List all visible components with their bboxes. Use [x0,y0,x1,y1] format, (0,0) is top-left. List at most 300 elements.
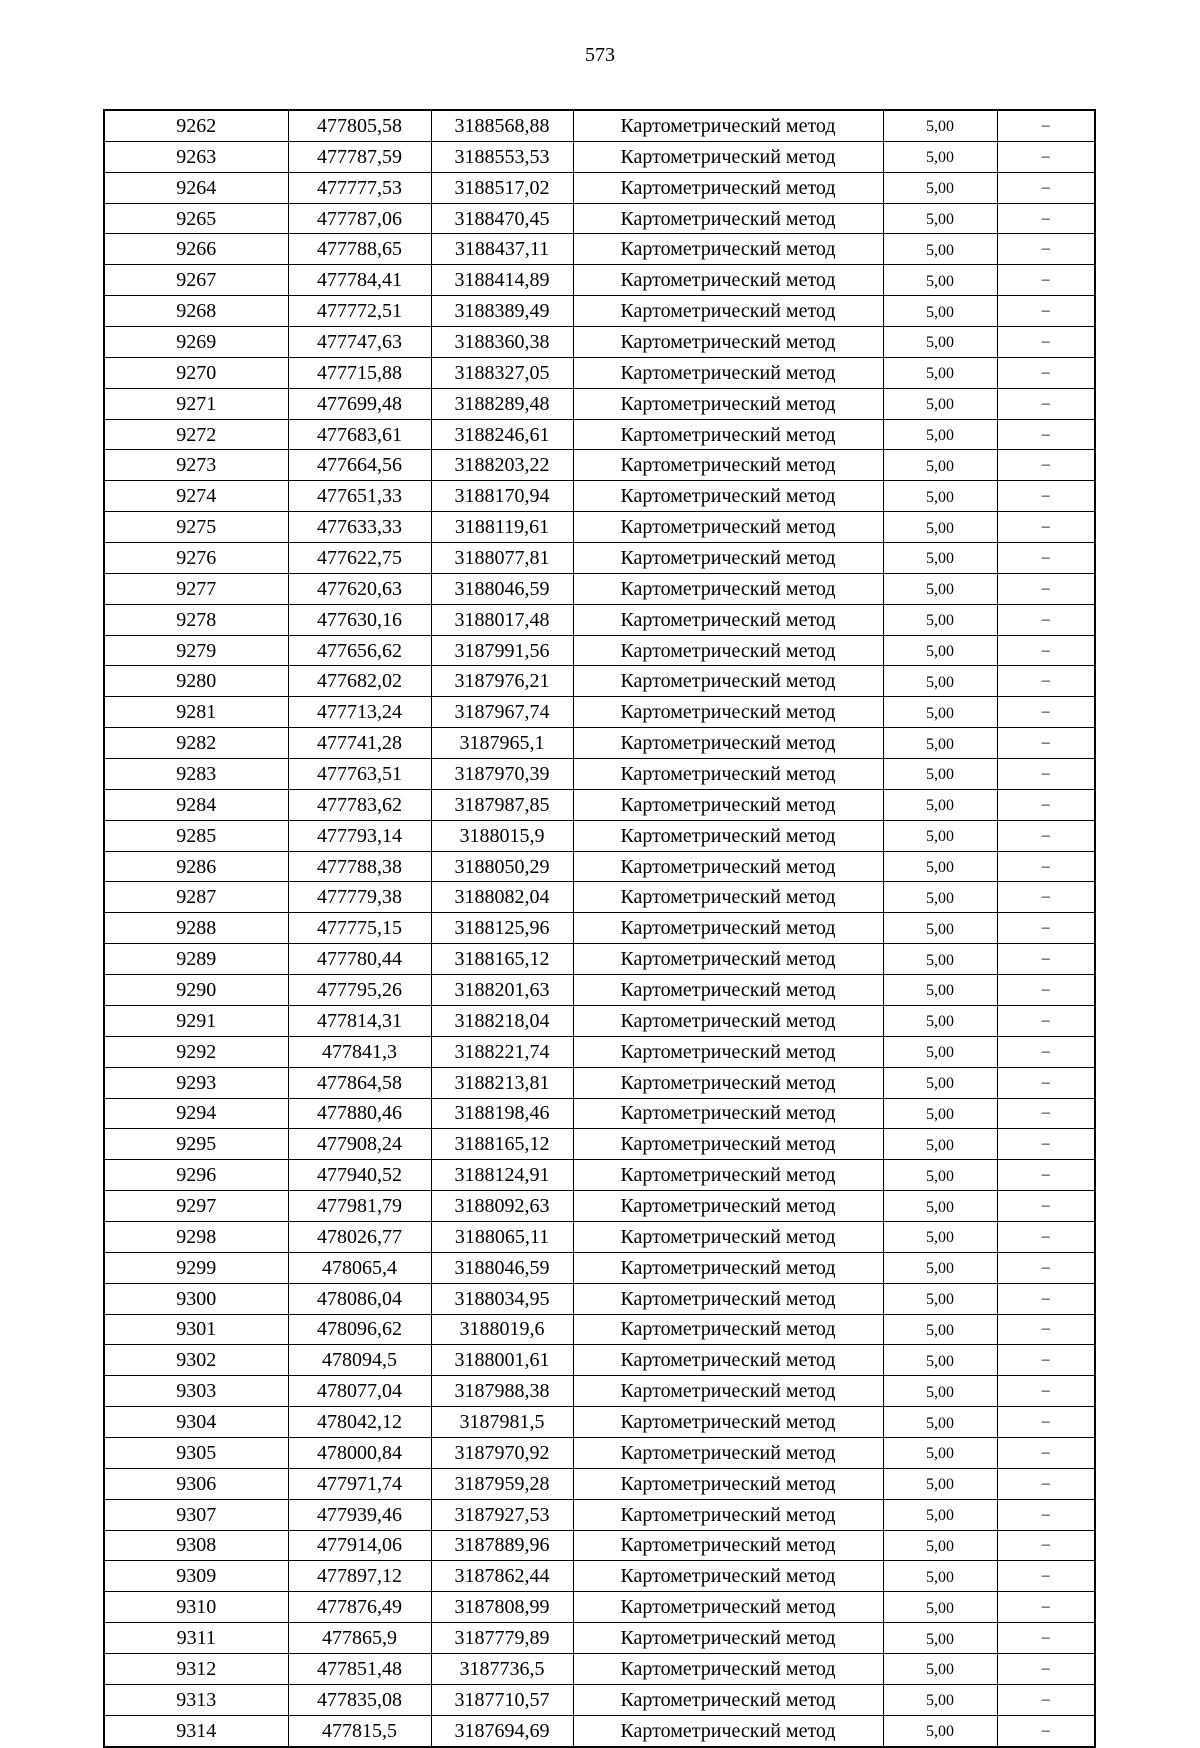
accuracy-cell: 5,00 [883,1252,997,1283]
table-row [104,975,1095,1006]
y-coordinate-cell: 3187976,21 [431,666,573,697]
method-cell: Картометрический метод [573,203,883,234]
y-coordinate-cell: 3187736,5 [431,1653,573,1684]
accuracy-cell: 5,00 [883,265,997,296]
empty-mark-cell: – [997,728,1095,759]
empty-mark-cell: – [997,481,1095,512]
accuracy-cell: 5,00 [883,1160,997,1191]
point-number-cell: 9294 [104,1098,288,1129]
x-coordinate-cell: 477971,74 [288,1468,431,1499]
method-cell: Картометрический метод [573,1345,883,1376]
accuracy-cell: 5,00 [883,789,997,820]
empty-mark-cell: – [997,512,1095,543]
y-coordinate-cell: 3187988,38 [431,1376,573,1407]
table-row [104,1715,1095,1746]
x-coordinate-cell: 477741,28 [288,728,431,759]
x-coordinate-cell: 477651,33 [288,481,431,512]
empty-mark-cell: – [997,357,1095,388]
x-coordinate-cell: 477683,61 [288,419,431,450]
empty-mark-cell: – [997,1623,1095,1654]
method-cell: Картометрический метод [573,110,883,141]
point-number-cell: 9280 [104,666,288,697]
table-row [104,1499,1095,1530]
empty-mark-cell: – [997,141,1095,172]
y-coordinate-cell: 3188092,63 [431,1191,573,1222]
table-row [104,1623,1095,1654]
y-coordinate-cell: 3187981,5 [431,1407,573,1438]
x-coordinate-cell: 477633,33 [288,512,431,543]
method-cell: Картометрический метод [573,512,883,543]
method-cell: Картометрический метод [573,975,883,1006]
point-number-cell: 9274 [104,481,288,512]
empty-mark-cell: – [997,1345,1095,1376]
x-coordinate-cell: 477788,65 [288,234,431,265]
point-number-cell: 9285 [104,820,288,851]
method-cell: Картометрический метод [573,1221,883,1252]
method-cell: Картометрический метод [573,141,883,172]
table-row [104,1437,1095,1468]
x-coordinate-cell: 477897,12 [288,1561,431,1592]
x-coordinate-cell: 477747,63 [288,327,431,358]
point-number-cell: 9290 [104,975,288,1006]
method-cell: Картометрический метод [573,820,883,851]
accuracy-cell: 5,00 [883,388,997,419]
accuracy-cell: 5,00 [883,1376,997,1407]
table-row [104,450,1095,481]
point-number-cell: 9303 [104,1376,288,1407]
table-row [104,388,1095,419]
table-row [104,1191,1095,1222]
method-cell: Картометрический метод [573,697,883,728]
y-coordinate-cell: 3188198,46 [431,1098,573,1129]
empty-mark-cell: – [997,327,1095,358]
point-number-cell: 9281 [104,697,288,728]
y-coordinate-cell: 3188015,9 [431,820,573,851]
point-number-cell: 9276 [104,543,288,574]
method-cell: Картометрический метод [573,1160,883,1191]
empty-mark-cell: – [997,543,1095,574]
method-cell: Картометрический метод [573,1252,883,1283]
point-number-cell: 9278 [104,604,288,635]
y-coordinate-cell: 3187862,44 [431,1561,573,1592]
page-number: 573 [585,44,615,66]
method-cell: Картометрический метод [573,1561,883,1592]
y-coordinate-cell: 3187959,28 [431,1468,573,1499]
method-cell: Картометрический метод [573,1005,883,1036]
y-coordinate-cell: 3187710,57 [431,1684,573,1715]
accuracy-cell: 5,00 [883,419,997,450]
point-number-cell: 9314 [104,1715,288,1746]
method-cell: Картометрический метод [573,1623,883,1654]
method-cell: Картометрический метод [573,388,883,419]
y-coordinate-cell: 3188065,11 [431,1221,573,1252]
y-coordinate-cell: 3188170,94 [431,481,573,512]
method-cell: Картометрический метод [573,1468,883,1499]
x-coordinate-cell: 477876,49 [288,1592,431,1623]
y-coordinate-cell: 3188124,91 [431,1160,573,1191]
empty-mark-cell: – [997,820,1095,851]
empty-mark-cell: – [997,172,1095,203]
point-number-cell: 9263 [104,141,288,172]
accuracy-cell: 5,00 [883,1098,997,1129]
method-cell: Картометрический метод [573,543,883,574]
table-row [104,481,1095,512]
empty-mark-cell: – [997,1160,1095,1191]
accuracy-cell: 5,00 [883,1653,997,1684]
empty-mark-cell: – [997,1561,1095,1592]
accuracy-cell: 5,00 [883,1499,997,1530]
x-coordinate-cell: 477787,06 [288,203,431,234]
empty-mark-cell: – [997,234,1095,265]
coordinates-table [103,109,1096,1748]
accuracy-cell: 5,00 [883,944,997,975]
point-number-cell: 9283 [104,759,288,790]
y-coordinate-cell: 3188203,22 [431,450,573,481]
accuracy-cell: 5,00 [883,543,997,574]
accuracy-cell: 5,00 [883,1407,997,1438]
table-row [104,1067,1095,1098]
y-coordinate-cell: 3188017,48 [431,604,573,635]
coordinates-table-body [104,110,1095,1747]
table-row [104,357,1095,388]
method-cell: Картометрический метод [573,296,883,327]
y-coordinate-cell: 3188218,04 [431,1005,573,1036]
x-coordinate-cell: 478086,04 [288,1283,431,1314]
x-coordinate-cell: 478026,77 [288,1221,431,1252]
x-coordinate-cell: 477805,58 [288,110,431,141]
point-number-cell: 9284 [104,789,288,820]
empty-mark-cell: – [997,851,1095,882]
table-row [104,944,1095,975]
point-number-cell: 9271 [104,388,288,419]
point-number-cell: 9309 [104,1561,288,1592]
empty-mark-cell: – [997,1684,1095,1715]
y-coordinate-cell: 3188019,6 [431,1314,573,1345]
method-cell: Картометрический метод [573,1036,883,1067]
method-cell: Картометрический метод [573,450,883,481]
accuracy-cell: 5,00 [883,882,997,913]
empty-mark-cell: – [997,1067,1095,1098]
point-number-cell: 9300 [104,1283,288,1314]
x-coordinate-cell: 477779,38 [288,882,431,913]
empty-mark-cell: – [997,265,1095,296]
table-row [104,1684,1095,1715]
empty-mark-cell: – [997,419,1095,450]
accuracy-cell: 5,00 [883,851,997,882]
point-number-cell: 9270 [104,357,288,388]
method-cell: Картометрический метод [573,357,883,388]
empty-mark-cell: – [997,1715,1095,1746]
table-row [104,1592,1095,1623]
table-row [104,1160,1095,1191]
empty-mark-cell: – [997,573,1095,604]
y-coordinate-cell: 3187991,56 [431,635,573,666]
accuracy-cell: 5,00 [883,728,997,759]
empty-mark-cell: – [997,975,1095,1006]
y-coordinate-cell: 3188125,96 [431,913,573,944]
accuracy-cell: 5,00 [883,1345,997,1376]
table-row [104,1530,1095,1561]
x-coordinate-cell: 477656,62 [288,635,431,666]
x-coordinate-cell: 477908,24 [288,1129,431,1160]
x-coordinate-cell: 477784,41 [288,265,431,296]
y-coordinate-cell: 3188289,48 [431,388,573,419]
table-row [104,234,1095,265]
empty-mark-cell: – [997,388,1095,419]
x-coordinate-cell: 477940,52 [288,1160,431,1191]
x-coordinate-cell: 477914,06 [288,1530,431,1561]
x-coordinate-cell: 477851,48 [288,1653,431,1684]
accuracy-cell: 5,00 [883,1005,997,1036]
x-coordinate-cell: 477780,44 [288,944,431,975]
table-row [104,697,1095,728]
y-coordinate-cell: 3188001,61 [431,1345,573,1376]
method-cell: Картометрический метод [573,1437,883,1468]
method-cell: Картометрический метод [573,666,883,697]
x-coordinate-cell: 477699,48 [288,388,431,419]
method-cell: Картометрический метод [573,635,883,666]
point-number-cell: 9308 [104,1530,288,1561]
y-coordinate-cell: 3188389,49 [431,296,573,327]
x-coordinate-cell: 478042,12 [288,1407,431,1438]
accuracy-cell: 5,00 [883,327,997,358]
x-coordinate-cell: 477664,56 [288,450,431,481]
accuracy-cell: 5,00 [883,481,997,512]
point-number-cell: 9302 [104,1345,288,1376]
empty-mark-cell: – [997,296,1095,327]
point-number-cell: 9297 [104,1191,288,1222]
table-row [104,327,1095,358]
point-number-cell: 9312 [104,1653,288,1684]
method-cell: Картометрический метод [573,1283,883,1314]
table-row [104,573,1095,604]
table-row [104,203,1095,234]
method-cell: Картометрический метод [573,944,883,975]
y-coordinate-cell: 3188414,89 [431,265,573,296]
table-row [104,851,1095,882]
method-cell: Картометрический метод [573,913,883,944]
x-coordinate-cell: 477622,75 [288,543,431,574]
empty-mark-cell: – [997,759,1095,790]
table-row [104,1005,1095,1036]
empty-mark-cell: – [997,1592,1095,1623]
empty-mark-cell: – [997,882,1095,913]
x-coordinate-cell: 477775,15 [288,913,431,944]
empty-mark-cell: – [997,110,1095,141]
x-coordinate-cell: 477835,08 [288,1684,431,1715]
table-row [104,1407,1095,1438]
x-coordinate-cell: 477682,02 [288,666,431,697]
point-number-cell: 9307 [104,1499,288,1530]
table-row [104,1376,1095,1407]
accuracy-cell: 5,00 [883,666,997,697]
empty-mark-cell: – [997,1005,1095,1036]
accuracy-cell: 5,00 [883,759,997,790]
point-number-cell: 9264 [104,172,288,203]
accuracy-cell: 5,00 [883,1561,997,1592]
empty-mark-cell: – [997,1407,1095,1438]
method-cell: Картометрический метод [573,604,883,635]
x-coordinate-cell: 477787,59 [288,141,431,172]
empty-mark-cell: – [997,635,1095,666]
table-row [104,1653,1095,1684]
method-cell: Картометрический метод [573,573,883,604]
point-number-cell: 9298 [104,1221,288,1252]
y-coordinate-cell: 3188201,63 [431,975,573,1006]
point-number-cell: 9266 [104,234,288,265]
point-number-cell: 9311 [104,1623,288,1654]
accuracy-cell: 5,00 [883,296,997,327]
empty-mark-cell: – [997,789,1095,820]
point-number-cell: 9282 [104,728,288,759]
x-coordinate-cell: 477795,26 [288,975,431,1006]
table-row [104,1036,1095,1067]
x-coordinate-cell: 477763,51 [288,759,431,790]
method-cell: Картометрический метод [573,1129,883,1160]
table-row [104,604,1095,635]
accuracy-cell: 5,00 [883,820,997,851]
table-row [104,635,1095,666]
table-row [104,1314,1095,1345]
method-cell: Картометрический метод [573,1376,883,1407]
method-cell: Картометрический метод [573,728,883,759]
x-coordinate-cell: 478096,62 [288,1314,431,1345]
y-coordinate-cell: 3188360,38 [431,327,573,358]
point-number-cell: 9272 [104,419,288,450]
method-cell: Картометрический метод [573,1407,883,1438]
x-coordinate-cell: 478077,04 [288,1376,431,1407]
table-row [104,1252,1095,1283]
y-coordinate-cell: 3187987,85 [431,789,573,820]
y-coordinate-cell: 3188517,02 [431,172,573,203]
accuracy-cell: 5,00 [883,450,997,481]
empty-mark-cell: – [997,1098,1095,1129]
empty-mark-cell: – [997,1499,1095,1530]
table-row [104,172,1095,203]
method-cell: Картометрический метод [573,1314,883,1345]
table-row [104,141,1095,172]
method-cell: Картометрический метод [573,851,883,882]
method-cell: Картометрический метод [573,1592,883,1623]
point-number-cell: 9295 [104,1129,288,1160]
table-row [104,789,1095,820]
y-coordinate-cell: 3188327,05 [431,357,573,388]
y-coordinate-cell: 3188082,04 [431,882,573,913]
x-coordinate-cell: 477713,24 [288,697,431,728]
x-coordinate-cell: 477715,88 [288,357,431,388]
table-row [104,1129,1095,1160]
table-row [104,110,1095,141]
y-coordinate-cell: 3187889,96 [431,1530,573,1561]
point-number-cell: 9296 [104,1160,288,1191]
x-coordinate-cell: 478000,84 [288,1437,431,1468]
method-cell: Картометрический метод [573,882,883,913]
accuracy-cell: 5,00 [883,1684,997,1715]
method-cell: Картометрический метод [573,789,883,820]
table-row [104,728,1095,759]
accuracy-cell: 5,00 [883,1191,997,1222]
empty-mark-cell: – [997,1129,1095,1160]
y-coordinate-cell: 3188034,95 [431,1283,573,1314]
point-number-cell: 9273 [104,450,288,481]
y-coordinate-cell: 3188221,74 [431,1036,573,1067]
y-coordinate-cell: 3188165,12 [431,1129,573,1160]
point-number-cell: 9293 [104,1067,288,1098]
accuracy-cell: 5,00 [883,172,997,203]
empty-mark-cell: – [997,1283,1095,1314]
table-row [104,296,1095,327]
accuracy-cell: 5,00 [883,975,997,1006]
table-row [104,419,1095,450]
empty-mark-cell: – [997,1530,1095,1561]
y-coordinate-cell: 3187965,1 [431,728,573,759]
accuracy-cell: 5,00 [883,1129,997,1160]
method-cell: Картометрический метод [573,1067,883,1098]
empty-mark-cell: – [997,697,1095,728]
x-coordinate-cell: 478094,5 [288,1345,431,1376]
point-number-cell: 9288 [104,913,288,944]
y-coordinate-cell: 3188077,81 [431,543,573,574]
empty-mark-cell: – [997,666,1095,697]
method-cell: Картометрический метод [573,481,883,512]
method-cell: Картометрический метод [573,419,883,450]
table-row [104,913,1095,944]
y-coordinate-cell: 3188046,59 [431,573,573,604]
y-coordinate-cell: 3188246,61 [431,419,573,450]
y-coordinate-cell: 3187808,99 [431,1592,573,1623]
x-coordinate-cell: 477788,38 [288,851,431,882]
empty-mark-cell: – [997,1468,1095,1499]
x-coordinate-cell: 477630,16 [288,604,431,635]
accuracy-cell: 5,00 [883,1623,997,1654]
y-coordinate-cell: 3188437,11 [431,234,573,265]
table-row [104,1468,1095,1499]
method-cell: Картометрический метод [573,327,883,358]
point-number-cell: 9301 [104,1314,288,1345]
empty-mark-cell: – [997,203,1095,234]
y-coordinate-cell: 3187694,69 [431,1715,573,1746]
x-coordinate-cell: 477783,62 [288,789,431,820]
x-coordinate-cell: 477620,63 [288,573,431,604]
point-number-cell: 9292 [104,1036,288,1067]
method-cell: Картометрический метод [573,1191,883,1222]
accuracy-cell: 5,00 [883,913,997,944]
point-number-cell: 9279 [104,635,288,666]
accuracy-cell: 5,00 [883,203,997,234]
table-row [104,759,1095,790]
table-row [104,1345,1095,1376]
method-cell: Картометрический метод [573,265,883,296]
accuracy-cell: 5,00 [883,141,997,172]
accuracy-cell: 5,00 [883,1468,997,1499]
method-cell: Картометрический метод [573,1653,883,1684]
y-coordinate-cell: 3187970,39 [431,759,573,790]
accuracy-cell: 5,00 [883,234,997,265]
method-cell: Картометрический метод [573,1499,883,1530]
accuracy-cell: 5,00 [883,1221,997,1252]
accuracy-cell: 5,00 [883,604,997,635]
accuracy-cell: 5,00 [883,697,997,728]
x-coordinate-cell: 477841,3 [288,1036,431,1067]
y-coordinate-cell: 3188119,61 [431,512,573,543]
accuracy-cell: 5,00 [883,1592,997,1623]
table-row [104,1221,1095,1252]
empty-mark-cell: – [997,913,1095,944]
point-number-cell: 9286 [104,851,288,882]
accuracy-cell: 5,00 [883,1067,997,1098]
empty-mark-cell: – [997,1036,1095,1067]
y-coordinate-cell: 3188553,53 [431,141,573,172]
